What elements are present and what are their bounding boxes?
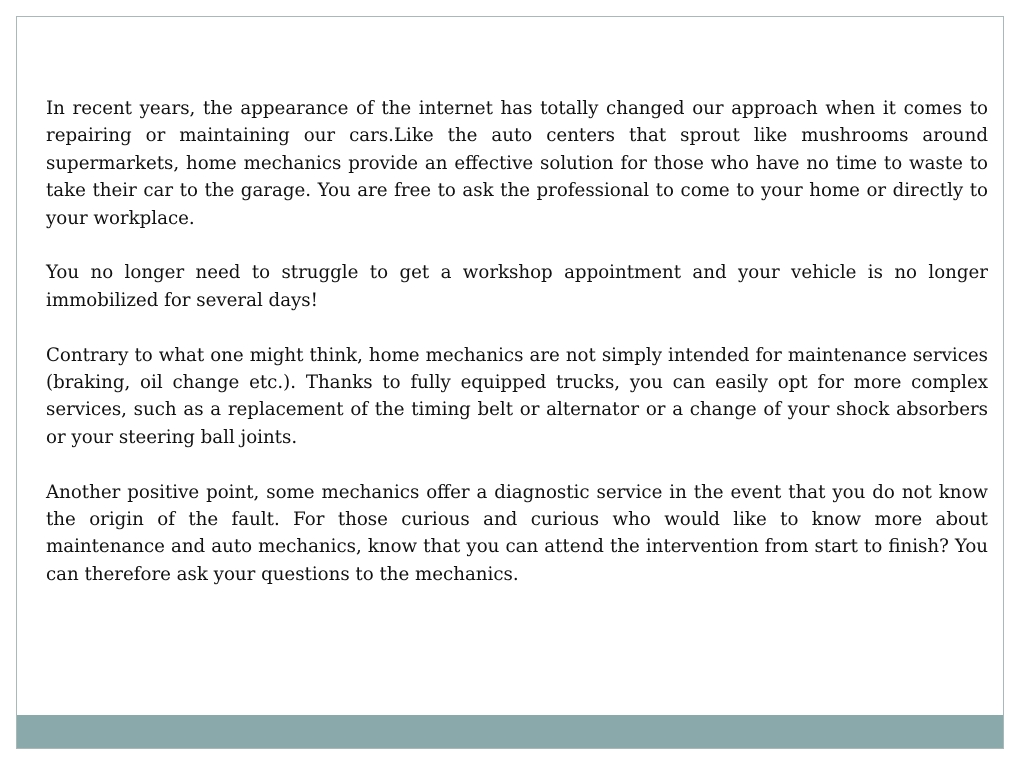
- paragraph-3: Contrary to what one might think, home mechanics are not simply intended for maintenance services (braking, oil change etc.). Thanks to fully equipped trucks, you can easily opt for more complex services, such as a replacement of the timing belt or alternator or a change of your shock absorbers or your steering ball joints.: [46, 344, 988, 448]
- slide-body-text: [46, 95, 988, 616]
- paragraph-4: Another positive point, some mechanics offer a diagnostic service in the event that you do not know the origin of the fault. For those curious and curious who would like to know more about maintenance and auto mechanics, know that you can attend the intervention from start to finish? You can therefore ask your questions to the mechanics.: [46, 481, 988, 585]
- slide: [16, 16, 1004, 749]
- footer-bar: [17, 715, 1003, 748]
- paragraph-1: In recent years, the appearance of the internet has totally changed our approach when it comes to repairing or maintaining our cars.Like the auto centers that sprout like mushrooms around supermarkets, home mechanics provide an effective solution for those who have no time to waste to take their car to the garage. You are free to ask the professional to come to your home or directly to your workplace.: [46, 98, 988, 229]
- paragraph-2: You no longer need to struggle to get a workshop appointment and your vehicle is no longer immobilized for several days!: [46, 262, 988, 311]
